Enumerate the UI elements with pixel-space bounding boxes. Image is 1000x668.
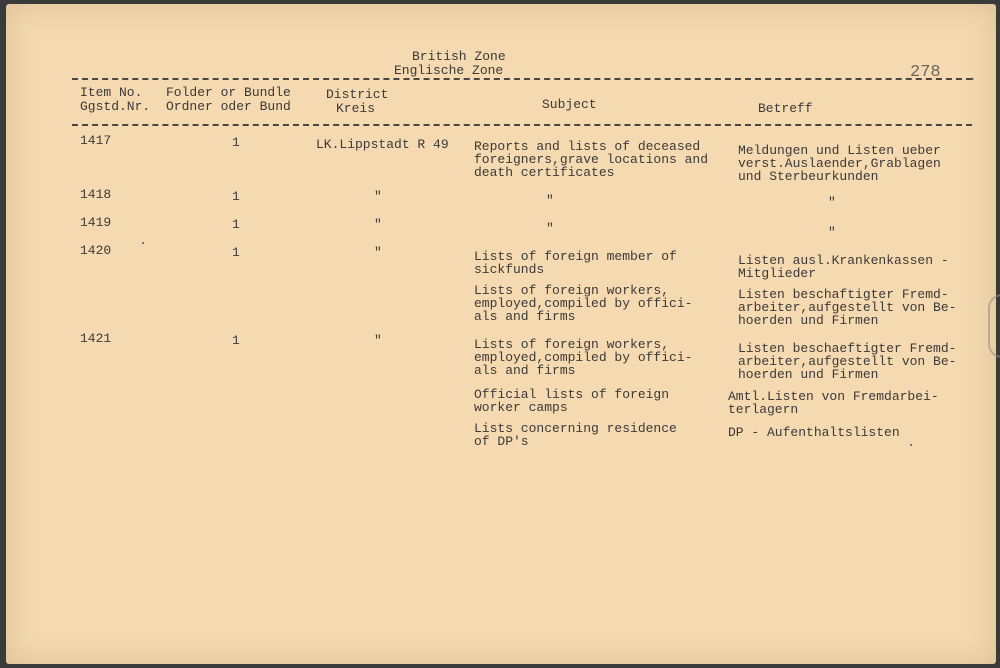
row-folder: 1 (232, 135, 240, 150)
row-subject-line: worker camps (474, 400, 568, 415)
ink-speck (910, 444, 912, 446)
row-subject-ditto: " (546, 221, 554, 236)
row-folder: 1 (232, 333, 240, 348)
row-betreff-line: hoerden und Firmen (738, 367, 879, 382)
row-item-number: 1420 (80, 243, 112, 258)
zone-title-de: Englische Zone (394, 63, 504, 78)
row-subject-line: employed,compiled by offici- (474, 350, 693, 365)
header-district-de: Kreis (336, 101, 376, 116)
header-item-de: Ggstd.Nr. (80, 99, 151, 114)
row-subject-line: foreigners,grave locations and (474, 152, 709, 167)
row-subject-line: Lists of foreign workers, (474, 283, 670, 298)
row-betreff-line: Meldungen und Listen ueber (738, 143, 941, 158)
header-subject: Subject (542, 97, 597, 112)
row-subject-line: employed,compiled by offici- (474, 296, 693, 311)
row-subject-line: Lists of foreign workers, (474, 337, 670, 352)
header-betreff: Betreff (758, 101, 813, 116)
binder-clip-shape (988, 294, 1000, 358)
row-betreff-line: Listen beschaeftigter Fremd- (738, 341, 957, 356)
row-subject-line: Reports and lists of deceased (474, 139, 701, 154)
row-district-ditto: " (374, 245, 382, 260)
row-betreff-line: arbeiter,aufgestellt von Be- (738, 300, 957, 315)
row-item-number: 1421 (80, 331, 112, 346)
row-folder: 1 (232, 189, 240, 204)
row-subject-line: of DP's (474, 434, 529, 449)
row-betreff-line: Listen ausl.Krankenkassen - (738, 253, 949, 268)
row-district-ditto: " (374, 189, 382, 204)
row-item-number: 1418 (80, 187, 112, 202)
row-betreff-line: Amtl.Listen von Fremdarbei- (728, 389, 939, 404)
row-betreff-line: und Sterbeurkunden (738, 169, 879, 184)
header-folder-de: Ordner oder Bund (166, 99, 291, 114)
row-subject-line: als and firms (474, 309, 576, 324)
row-betreff-line: terlagern (728, 402, 799, 417)
row-district: LK.Lippstadt R 49 (316, 137, 449, 152)
header-district-en: District (326, 87, 389, 102)
row-district-ditto: " (374, 217, 382, 232)
row-subject-line: Lists concerning residence (474, 421, 677, 436)
row-subject-ditto: " (546, 193, 554, 208)
row-betreff-line: Listen beschaftigter Fremd- (738, 287, 949, 302)
row-subject-line: sickfunds (474, 262, 545, 277)
header-folder-en: Folder or Bundle (166, 85, 291, 100)
row-betreff-line: DP - Aufenthaltslisten (728, 425, 900, 440)
header-item-en: Item No. (80, 85, 143, 100)
row-district-ditto: " (374, 333, 382, 348)
page-number-mark: . (968, 68, 978, 85)
row-betreff-line: Mitglieder (738, 266, 817, 281)
row-folder: 1 (232, 245, 240, 260)
zone-title-en: British Zone (412, 49, 506, 64)
row-subject-line: Official lists of foreign (474, 387, 670, 402)
row-subject-line: death certificates (474, 165, 615, 180)
row-betreff-ditto: " (828, 225, 836, 240)
ink-speck (142, 242, 144, 244)
header-top-rule (72, 78, 972, 80)
page-number: 278 (910, 63, 941, 82)
row-betreff-line: hoerden und Firmen (738, 313, 879, 328)
row-subject-line: als and firms (474, 363, 576, 378)
document-page (6, 4, 996, 664)
header-bottom-rule (72, 124, 972, 126)
row-folder: 1 (232, 217, 240, 232)
row-betreff-ditto: " (828, 195, 836, 210)
row-betreff-line: verst.Auslaender,Grablagen (738, 156, 941, 171)
row-item-number: 1417 (80, 133, 112, 148)
row-item-number: 1419 (80, 215, 112, 230)
row-subject-line: Lists of foreign member of (474, 249, 677, 264)
row-betreff-line: arbeiter,aufgestellt von Be- (738, 354, 957, 369)
